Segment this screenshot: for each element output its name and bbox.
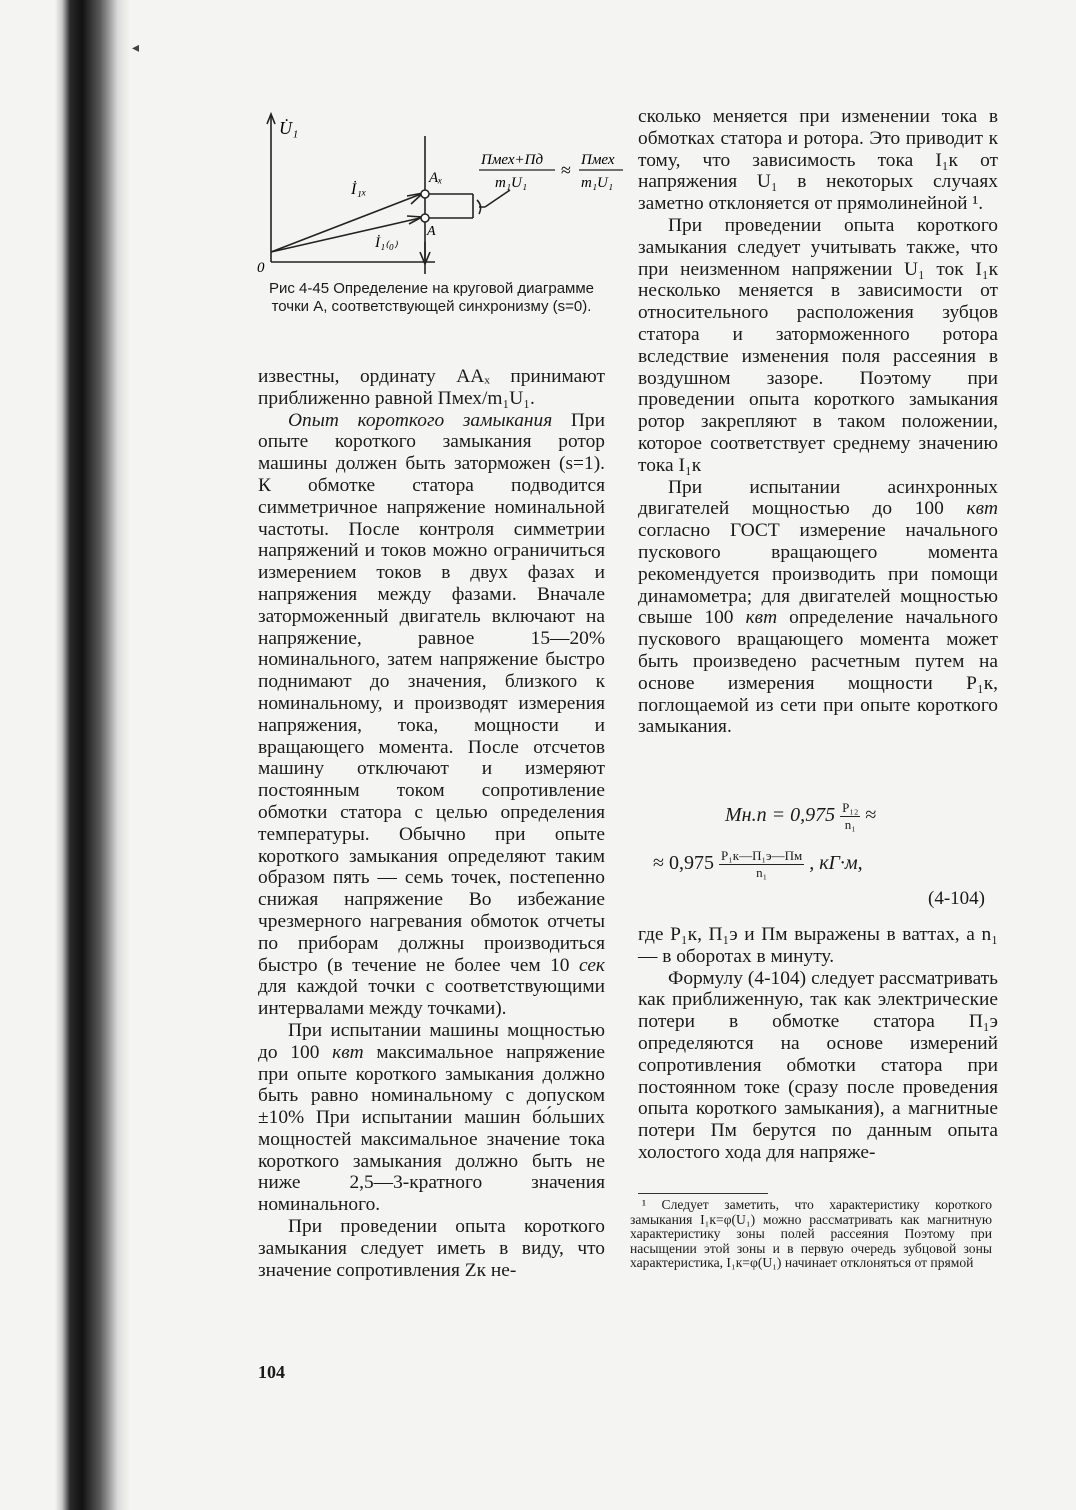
- left-column: [258, 366, 605, 1281]
- leader-line: [485, 190, 510, 207]
- point-a-label: A: [427, 224, 436, 239]
- point-a: [421, 214, 429, 222]
- paragraph-text: При испытании машины мощностью до 100: [258, 1019, 605, 1063]
- section-title: Опыт короткого замыкания: [288, 409, 553, 431]
- unit: сек: [578, 954, 605, 976]
- right-column: [638, 106, 998, 738]
- vector-i1x-label: İ₁ₓ: [351, 181, 367, 198]
- book-binding-shadow: [0, 0, 130, 1510]
- page-number: 104: [258, 1362, 285, 1382]
- scan-mark: ◂: [132, 41, 140, 56]
- vector-i10-label: İ₁₍₀₎: [375, 235, 398, 251]
- paragraph-text: для каждой точки с соответствующими интервалами между точками).: [258, 976, 605, 1020]
- fraction-num: P₁₂: [842, 800, 859, 815]
- footnote-rule: [638, 1193, 768, 1194]
- vector-diagram: [255, 112, 635, 277]
- paragraph-text: определение начального пускового вращающего момента может быть произведено расчетным путем на основе измерения мощности P₁к, поглощаемой из сети при опыте короткого замыкания.: [638, 607, 998, 738]
- paragraph: [258, 1020, 605, 1216]
- formula-approx: ≈: [561, 160, 571, 180]
- fraction-num: P₁к—П₁э—Пм: [720, 848, 803, 863]
- bracket: [477, 200, 485, 214]
- point-ax: [421, 190, 429, 198]
- paragraph: [258, 410, 605, 1020]
- formula-left-num: Пмех+Пд: [481, 152, 544, 168]
- footnote: [630, 1198, 992, 1271]
- formula-left-den: m₁U₁: [495, 175, 528, 191]
- paragraph: Формулу (4-104) следует рассматривать как приближенную, так как электрические потери в обмотке статора П₁э определяются на основе измерений сопротивления обмотки статора при постоянном токе (сразу после проведения опыта короткого замыкания), а магнитные потери Пм берутся по данным опыта холостого хода для напряже-: [638, 967, 998, 1163]
- paragraph: При проведении опыта короткого замыкания следует иметь в виду, что значение сопротивления Zк не-: [258, 1216, 605, 1281]
- formula-unit: , кГ·м,: [809, 852, 863, 875]
- formula-prefix: ≈ 0,975: [653, 852, 714, 875]
- paragraph-text: согласно ГОСТ измерение начального пускового вращающего момента рекомендуется производить при помощи динамометра; для двигателей мощностью свыше 100: [638, 520, 998, 629]
- approx-sign: ≈: [865, 804, 877, 827]
- unit: квт: [745, 607, 778, 629]
- unit: квт: [966, 498, 998, 520]
- paragraph: При проведении опыта короткого замыкания следует учитывать также, что при неизменном напряжении U₁ ток I₁к несколько меняется в зависимости от относительного расположения зубцов статора и заторможенного ротора вследствие изменения поля рассеяния в воздушном зазоре. Поэтому при проведении опыта короткого замыкания ротор закрепляют в таком положении, которое соответствует среднему значению тока I₁к: [638, 214, 998, 476]
- point-ax-label: Aₓ: [429, 170, 443, 186]
- paragraph: [638, 477, 998, 739]
- formula-right-den: m₁U₁: [581, 175, 614, 191]
- formula-right-num: Пмех: [581, 152, 615, 168]
- formula-line-1: [725, 800, 876, 833]
- paragraph: сколько меняется при изменении тока в обмотках статора и ротора. Это приводит к тому, что зависимость тока I₁к от напряжения U₁ в некоторых случаях заметно отклоняется от прямолинейной ¹.: [638, 106, 998, 215]
- fraction: [840, 800, 860, 833]
- axis-y-label: U̇₁: [279, 118, 299, 138]
- paragraph-text: максимальное напряжение при опыте короткого замыкания должно быть равно номинальному с допуском ±10% При испытании машин бо́льших мощностей максимальное значение тока короткого замыкания должно быть не ниже 2,5—3-кратного значения номинального.: [258, 1041, 605, 1216]
- paragraph: где P₁к, П₁э и Пм выражены в ваттах, а n₁ — в оборотах в минуту.: [638, 924, 998, 967]
- footnote-text: ¹ Следует заметить, что характеристику короткого замыкания I₁к=φ(U₁) можно рассматривать как магнитную характеристику зоны полей рассеяния Поэтому при насыщении этой зоны и в первую очередь зубцовой зоны характеристика, I₁к=φ(U₁) начинает отклоняться от прямой: [630, 1197, 992, 1271]
- origin-label: 0: [257, 260, 265, 276]
- unit: квт: [332, 1041, 364, 1063]
- paragraph-text: При испытании асинхронных двигателей мощностью до 100: [638, 476, 998, 520]
- paragraph: известны, ординату AAₓ принимают приближенно равной Пмех/m₁U₁.: [258, 366, 605, 409]
- fraction-den: n₁: [756, 865, 768, 880]
- right-column-continued: [638, 924, 998, 1164]
- formula-lhs: Mн.п = 0,975: [725, 804, 836, 827]
- figure-caption: Рис 4-45 Определение на круговой диаграмме точки A, соответствующей синхронизму (s=0).: [268, 280, 595, 315]
- fraction-den: n₁: [844, 817, 856, 832]
- equation-number: (4-104): [928, 888, 985, 909]
- paragraph-text: При опыте короткого замыкания ротор машины должен быть заторможен (s=1). К обмотке статора подводится симметричное напряжение номинальной частоты. После контроля симметрии напряжений и токов можно ограничиться измерением токов в двух фазах и напряжения между фазами. Вначале заторможенный двигатель включают на напряжение, равное 15—20% номинального, затем напряжение быстро поднимают до значения, близкого к номинальному, и производят измерения напряжения, тока, мощности и вращающего момента. После отсчетов машину отключают и измеряют постоянным током сопротивление обмотки статора с целью определения температуры. Обычно при опыте короткого замыкания определяют таким образом пять — семь точек, постепенно снижая напряжение Во избежание чрезмерного нагревания обмоток отчеты по приборам должны производиться быстро (в течение не более чем 10: [258, 409, 605, 976]
- formula-line-2: [653, 848, 863, 881]
- fraction: [719, 848, 804, 881]
